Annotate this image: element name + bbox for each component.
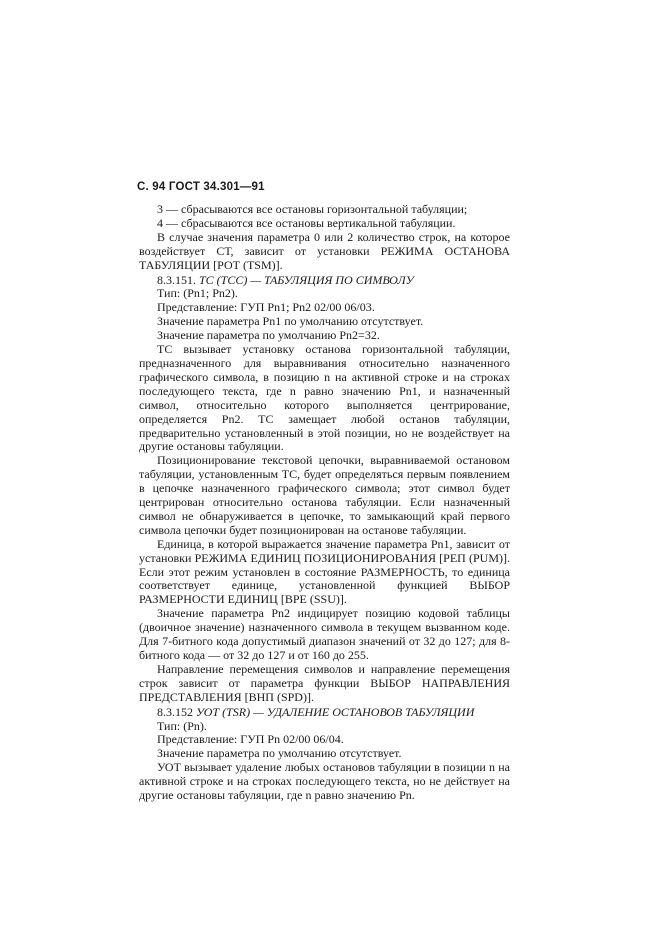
paragraph: Значение параметра по умолчанию Pn2=32. <box>157 328 380 343</box>
section-title: УОТ (TSR) — УДАЛЕНИЕ ОСТАНОВОВ ТАБУЛЯЦИИ <box>196 704 475 719</box>
paragraph: Направление перемещения символов и направление перемещения строк зависит от параметра функции ВЫБОР НАПРАВЛЕНИЯ ПРЕДСТАВЛЕНИЯ [ВНП (SPD)]. <box>139 661 510 704</box>
paragraph: 4 — сбрасываются все остановы вертикальной табуляции. <box>157 215 456 230</box>
paragraph: УОТ вызывает удаление любых остановов табуляции в позиции n на активной строке и на строках последующего текста, но не действует на другие остановы табуляции, где n равно значению Pn. <box>139 760 510 803</box>
paragraph: Значение параметра по умолчанию отсутствует. <box>157 746 402 761</box>
paragraph: В случае значения параметра 0 или 2 количество строк, на которое воздействует СТ, зависит от установки РЕЖИМА ОСТАНОВА ТАБУЛЯЦИИ [РОТ (TSM)]. <box>139 229 510 272</box>
paragraph: 3 — сбрасываются все остановы горизонтальной табуляции; <box>157 202 468 216</box>
paragraph: Позиционирование текстовой цепочки, выравниваемой остановом табуляции, установленным ТС, будет определяться первым появлением в цепочке назначенного графического символа; этот символ будет центрирован относительно останова табуляции. Если назначенный символ не обнаруживается в цепочке, то замыкающий край первого символа цепочки будет позиционирован на останове табуляции. <box>139 453 510 537</box>
section-title: ТС (TCC) — ТАБУЛЯЦИЯ ПО СИМВОЛУ <box>199 272 414 287</box>
paragraph: Представление: ГУП Pn1; Pn2 02/00 06/03. <box>157 300 375 315</box>
paragraph: ТС вызывает установку останова горизонтальной табуляции, предназначенного для выравнивания относительно назначенного графического символа, в позицию n на активной строке и на строках последующего текста, где n равно значению Pn1, и назначенный символ, относительно которого выполняется центрирование, определяется Pn2. ТС замещает любой останов табуляции, предварительно установленный в этой позиции, но не воздействует на другие остановы табуляции. <box>139 342 510 454</box>
section-number: 8.3.151. <box>157 272 199 287</box>
section-heading <box>139 274 510 288</box>
paragraph: Представление: ГУП Pn 02/00 06/04. <box>157 732 344 747</box>
page-header: С. 94 ГОСТ 34.301—91 <box>137 181 265 193</box>
paragraph: Значение параметра Pn2 индицирует позицию кодовой таблицы (двоичное значение) назначенного символа в текущем вызванном коде. Для 7-битного кода допустимый диапазон значений от 32 до 127; для 8-битного кода — от 32 до 127 и от 160 до 255. <box>139 606 510 662</box>
paragraph: Тип: (Pn). <box>157 718 207 733</box>
paragraph: Единица, в которой выражается значение параметра Pn1, зависит от установки РЕЖИМА ЕДИНИЦ ПОЗИЦИОНИРОВАНИЯ [РЕП (PUM)]. Если этот режим установлен в состояние РАЗМЕРНОСТЬ, то единица соответствует единице, установленной функцией ВЫБОР РАЗМЕРНОСТИ ЕДИНИЦ [ВРЕ (SSU)]. <box>139 536 510 607</box>
section-heading <box>139 706 510 720</box>
paragraph: Значение параметра Pn1 по умолчанию отсутствует. <box>157 314 424 329</box>
paragraph: Тип: (Pn1; Pn2). <box>157 286 238 301</box>
body-text <box>139 203 510 803</box>
section-number: 8.3.152 <box>157 704 196 719</box>
